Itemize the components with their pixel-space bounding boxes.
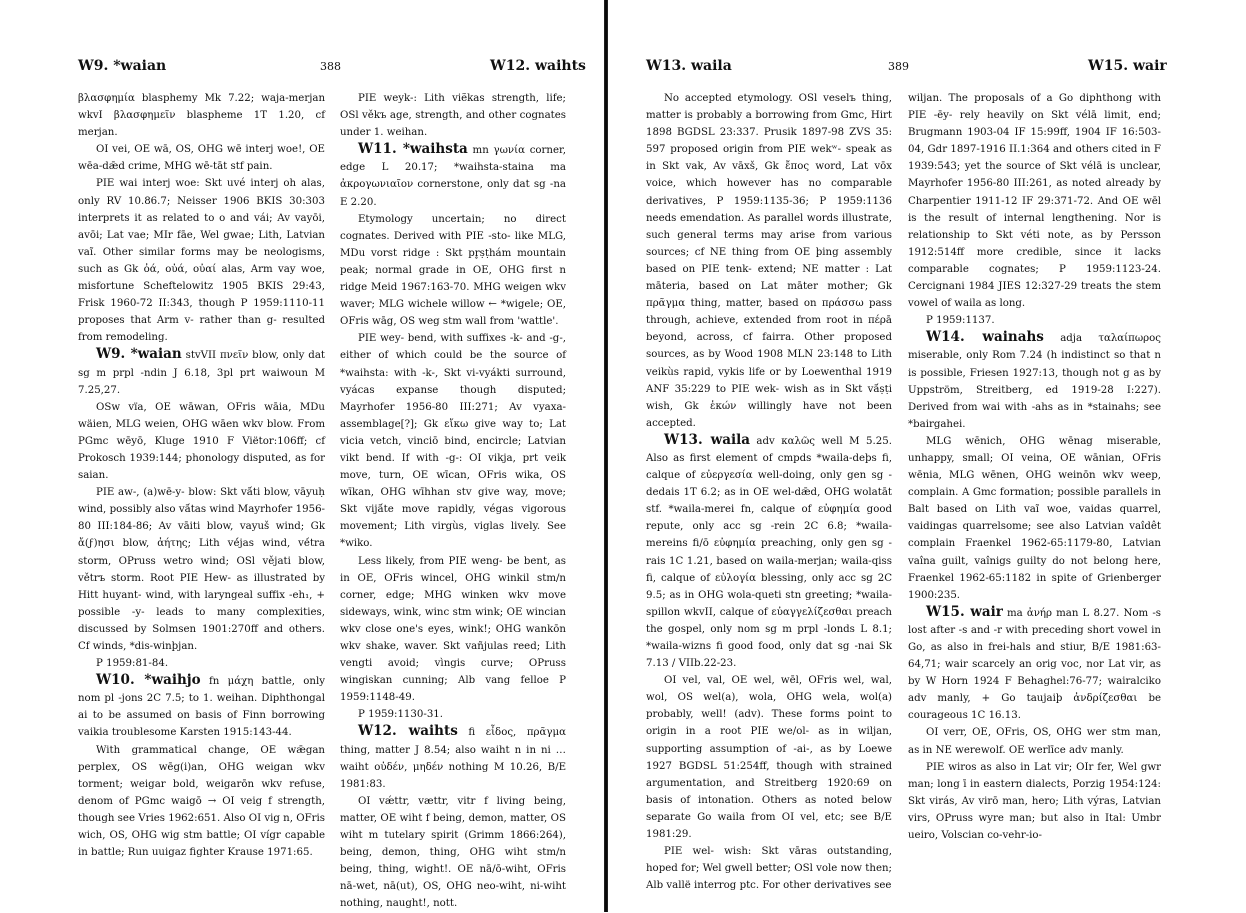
paragraph-text: PIE aw-, (a)wē-y- blow: Skt vā́ti blow, vāyuḥ wind, possibly also vā́tas wind Mayrhofer 1956-80 III:184-86; Av vāiti blow, vayuš wind; Gk ἄ(ϝ)ησι blow, ἀήτης; Lith vė́jas wind, vė́tra storm, OPruss wetro wind; OSl vějati blow, větrъ storm. Root PIE Hew- as illustrated by Hitt huyant- wind, with laryngeal suffix -eh₁, + possible -y- leads to many complexities, discussed by Solmsen 1901:270ff and others. Cf winds, *dis-winþjan. — [78, 487, 325, 652]
paragraph — [78, 90, 325, 141]
running-head-right: W15. wair — [1088, 58, 1167, 74]
paragraph — [340, 553, 566, 707]
paragraph — [646, 90, 892, 432]
entry-headword: W12. waihts — [358, 723, 458, 740]
paragraph-text: No accepted etymology. OSl veselъ thing, matter is probably a borrowing from Gmc, Hirt 1898 BGDSL 23:337. Prusik 1897-98 ZVS 35: 597 proposed origin from PIE wekʷ- speak as in Skt vak, Av vāxš, Gk ἔπος word, Lat vōx voice, which however has no comparable derivatives, P 1959:1135-36; P 1959:1136 needs emendation. As parallel words illustrate, such general terms may arise from various sources; cf NE thing from OE þing assembly based on PIE tenk- extend; NE matter : Lat māteria, based on Lat māter mother; Gk πρᾶγμα thing, matter, based on πράσσω pass through, achieve, extended from root in πέρā beyond, across, cf fairra. Other proposed sources, as by Wood 1908 MLN 23:148 to Lith veikùs rapid, vykis life or by Loewenthal 1919 ANF 35:229 to PIE wek- wish as in Skt vā́ṣṭi wish, Gk ἑκών willingly have not been accepted. — [646, 93, 892, 429]
paragraph-text: Etymology uncertain; no direct cognates. Derived with PIE -sto- like MLG, MDu vorst ridge : Skt pr̥ṣṭhám mountain peak; normal grade in OE, OHG first n ridge Meid 1967:163-70. MHG weigen wkv waver; MLG wichele willow ← *wigele; OE, OFris wāg, OS weg stm wall from 'wattle'. — [340, 213, 566, 328]
paragraph-text: MLG wēnich, OHG wēnag miserable, unhappy, small; OI veina, OE wānian, OFris wēnia, MLG wēnen, OHG weinōn wkv weep, complain. A Gmc formation; possible parallels in Balt based on Lith vaĩ woe, vaidas quarrel, vaidingas quarrelsome; see also Latvian vaîdêt complain Fraenkel 1962-65:1179-80, Latvian vaîna guilt, vaînigs guilty do not belong here, Fraenkel 1962-65:1182 in spite of Grienberger 1900:235. — [908, 435, 1161, 601]
paragraph-text: mn γωνία corner, edge L 20.17; *waihsta-staina ma ἀκρογωνιαῖον cornerstone, only dat sg -na E 2.20. — [340, 145, 566, 208]
paragraph-text: OSw vïa, OE wāwan, OFris wāia, MDu wäien, MLG weien, OHG wāen wkv blow. From PGmc wēyō, Kluge 1910 F Viëtor:106ff; cf Prokosch 1939:144; phonology disputed, as for saian. — [78, 401, 325, 482]
running-head-left: W13. waila — [646, 58, 732, 74]
paragraph-text: fi εἶδος, πρᾶγμα thing, matter J 8.54; also waiht n in ni … waiht οὐδέν, μηδέν nothing M 10.26, B/E 1981:83. — [340, 727, 566, 790]
paragraph — [908, 312, 1161, 329]
page-number: 388 — [320, 60, 341, 73]
paragraph — [908, 329, 1161, 433]
paragraph-text: βλασφημία blasphemy Mk 7.22; waja-merjan wkvI βλασφημεῖν blaspheme 1T 1.20, cf merjan. — [78, 93, 325, 139]
paragraph — [646, 672, 892, 843]
paragraph — [78, 742, 325, 862]
paragraph — [340, 330, 566, 552]
entry-headword: W14. wainahs — [926, 329, 1044, 346]
paragraph — [908, 759, 1161, 844]
paragraph — [646, 843, 892, 894]
paragraph — [78, 175, 325, 346]
paragraph — [340, 723, 566, 792]
page-number: 389 — [888, 60, 909, 73]
paragraph-text: With grammatical change, OE wǣgan perplex, OS wēg(i)an, OHG weigan wkv torment; weigar bold, weigarōn wkv refuse, denom of PGmc waigō → OI veig f strength, though see Vries 1962:651. Also OI vig n, OFris wich, OS, OHG wig stm battle; OI vígr capable in battle; Run uuigaz fighter Krause 1971:65. — [78, 744, 325, 859]
entry-headword: W9. *waian — [96, 346, 182, 363]
paragraph-text: PIE wai interj woe: Skt uvé interj oh alas, only RV 10.86.7; Neisser 1906 BKIS 30:303 interprets it as related to o and vái; Av vayōi, avōi; Lat vae; MIr fāe, Wel gwae; Lith, Latvian vaĩ. Other similar forms may be neologisms, such as Gk ὀά, οὐά, οὐαί alas, Arm vay woe, misfortune Scheftelowitz 1905 BKIS 29:43, Frisk 1960-72 II:343, though P 1959:1110-11 proposes that Arm v- rather than g- resulted from remodeling. — [78, 178, 325, 344]
running-head-right: W12. waihts — [490, 58, 586, 74]
paragraph-text: PIE weyk-: Lith viẽkas strength, life; OSl věkъ age, strength, and other cognates under 1. weihan. — [340, 93, 566, 139]
paragraph — [908, 724, 1161, 758]
paragraph — [908, 433, 1161, 604]
column-right-2 — [908, 90, 1161, 880]
paragraph-text: PIE wel- wish: Skt vāras outstanding, hoped for; Wel gwell better; OSl vole now then; Alb vallë interrog ptc. For other derivatives see — [646, 846, 892, 892]
paragraph-text: wiljan. The proposals of a Go diphthong with PIE -ēy- rely heavily on Skt vélā limit, end; Brugmann 1903-04 IF 15:99ff, 1904 IF 16:503-04, Gdr 1897-1916 II.1:364 and others cited in F 1939:543; yet the source of Skt vélā is unclear, Mayrhofer 1956-80 III:261, as noted already by Charpentier 1911-12 IF 29:371-72. And OE wēl is the result of internal lengthening. Nor is relationship to Skt véti note, as by Persson 1912:514ff more credible, since it lacks comparable cognates; P 1959:1123-24. Cercignani 1984 JIES 12:327-29 treats the stem vowel of waila as long. — [908, 93, 1161, 310]
column-right-1 — [646, 90, 892, 892]
running-head-left: W9. *waian — [78, 58, 167, 74]
paragraph — [908, 90, 1161, 312]
paragraph-text: OI verr, OE, OFris, OS, OHG wer stm man, as in NE werewolf. OE werlīce adv manly. — [908, 727, 1161, 756]
paragraph-text: Less likely, from PIE weng- be bent, as in OE, OFris wincel, OHG winkil stm/n corner, edge; MHG winken wkv move sideways, wink, winc stm wink; OE wincian wkv close one's eyes, wink!; OHG wankōn wkv shake, waver. Skt vañjulas reed; Lith vengti avoid; vìngis curve; OPruss wingiskan cunning; Alb vang felloe P 1959:1148-49. — [340, 555, 566, 704]
paragraph — [78, 399, 325, 484]
paragraph — [78, 484, 325, 655]
entry-headword: W11. *waihsta — [358, 141, 468, 158]
paragraph — [340, 706, 566, 723]
paragraph — [646, 432, 892, 672]
paragraph-text: P 1959:1130-31. — [358, 709, 444, 721]
paragraph — [78, 672, 325, 741]
paragraph-text: stvVII πνεῖν blow, only dat sg m prpl -ndin J 6.18, 3pl prt waiwoun M 7.25,27. — [78, 350, 325, 396]
left-page — [0, 0, 604, 912]
paragraph — [78, 141, 325, 175]
column-left-1 — [78, 90, 325, 880]
paragraph-text: PIE wey- bend, with suffixes -k- and -g-, either of which could be the source of *waihsta: with -k-, Skt vi-vyákti surround, vyácas expanse though disputed; Mayrhofer 1956-80 III:271; Av vyaxa- assemblage[?]; Gk εἴκω give way to; Lat vicia vetch, vinciō bind, encircle; Latvian vikt bend. If with -g-: OI vikja, prt veik move, turn, OE wīcan, OFris wika, OS wīkan, OHG wīhhan stv give way, move; Skt vijā́te move rapidly, végas vigorous movement; Lith virgùs, viglas lively. See *wiko. — [340, 333, 566, 550]
paragraph — [78, 655, 325, 672]
column-left-2 — [340, 90, 566, 910]
paragraph-text: ma ἀνήρ man L 8.27. Nom -s lost after -s and -r with preceding short vowel in Go, as also in frei-hals and stiur, B/E 1981:63-64,71; wair scarcely an orig voc, nor Lat vir, as by W Horn 1924 F Behaghel:76-77; wairalciko adv manly, + Go taujaiþ ἀνδρίζεσθαι be courageous 1C 16.13. — [908, 607, 1161, 722]
paragraph — [340, 793, 566, 913]
paragraph — [340, 141, 566, 210]
paragraph — [908, 604, 1161, 725]
paragraph-text: P 1959:1137. — [926, 315, 995, 327]
paragraph — [340, 90, 566, 141]
paragraph — [78, 346, 325, 398]
paragraph-text: adja ταλαίπωρος miserable, only Rom 7.24 (h indistinct so that n is possible, Friesen 1927:13, though not g as by Uppström, Streitberg, ed 1919-28 I:227). Derived from wai with -ahs as in *stainahs; see *bairgahei. — [908, 333, 1161, 430]
paragraph-text: OI vǽttr, vættr, vitr f living being, matter, OE wiht f being, demon, matter, OS wiht m tutelary spirit (Grimm 1866:264), being, demon, thing, OHG wiht stm/n being, thing, wight!. OE nā/ō-wiht, OFris nā-wet, nā(ut), OS, OHG neo-wiht, ni-wiht nothing, naught!, nott. — [340, 795, 566, 910]
entry-headword: W13. waila — [664, 431, 750, 448]
paragraph — [340, 211, 566, 331]
right-page — [608, 0, 1246, 912]
entry-headword: W15. wair — [926, 603, 1003, 620]
paragraph-text: adv καλῶς well M 5.25. Also as first element of cmpds *waila-deþs fi, calque of εὐεργεσία well-doing, only gen sg -dedais 1T 6.2; as in OE wel-dǣd, OHG wolatāt stf. *waila-merei fn, calque of εὐφημία good repute, only acc sg -rein 2C 6.8; *waila-mereins fi/ō εὐφημία preaching, only gen sg -rais 1C 1.21, based on waila-merjan; waila-qiss fi, calque of εὐλογία blessing, only acc sg 2C 9.5; as in OHG wola-queti stn greeting; *waila-spillon wkvII, calque of εὐαγγελίζεσθαι preach the gospel, only nom sg m prpl -londs L 8.1; *waila-wizns fi good food, only dat sg -nai Sk 7.13 / VIIb.22-23. — [646, 435, 892, 670]
paragraph-text: P 1959:81-84. — [96, 658, 169, 670]
paragraph-text: PIE wiros as also in Lat vir; OIr fer, Wel gwr man; long ī in eastern dialects, Porzig 1954:124: Skt virás, Av virō man, hero; Lith výras, Latvian virs, OPruss wyre man; but also in Ital: Umbr ueiro, Volscian co-vehr-io- — [908, 761, 1161, 842]
paragraph-text: OI vel, val, OE wel, wēl, OFris wel, wal, wol, OS wel(a), wola, OHG wela, wol(a) probably, well! (adv). These forms point to origin in a root PIE we/ol- as in wiljan, supporting assumption of -ai-, as by Loewe 1927 BGDSL 51:254ff, though with strained argumentation, and Streitberg 1920:69 on basis of intonation. Others as noted below separate Go waila from OI vel, etc; see B/E 1981:29. — [646, 675, 892, 841]
entry-headword: W10. *waihjo — [96, 672, 201, 689]
paragraph-text: OI vei, OE wā, OS, OHG wē interj woe!, OE wēa-dǣd crime, MHG wē-tāt stf pain. — [78, 144, 325, 173]
paragraph-text: fn μάχη battle, only nom pl -jons 2C 7.5; to 1. weihan. Diphthongal ai to be assumed on basis of Finn borrowing vaikia troublesome Karsten 1915:143-44. — [78, 676, 325, 739]
